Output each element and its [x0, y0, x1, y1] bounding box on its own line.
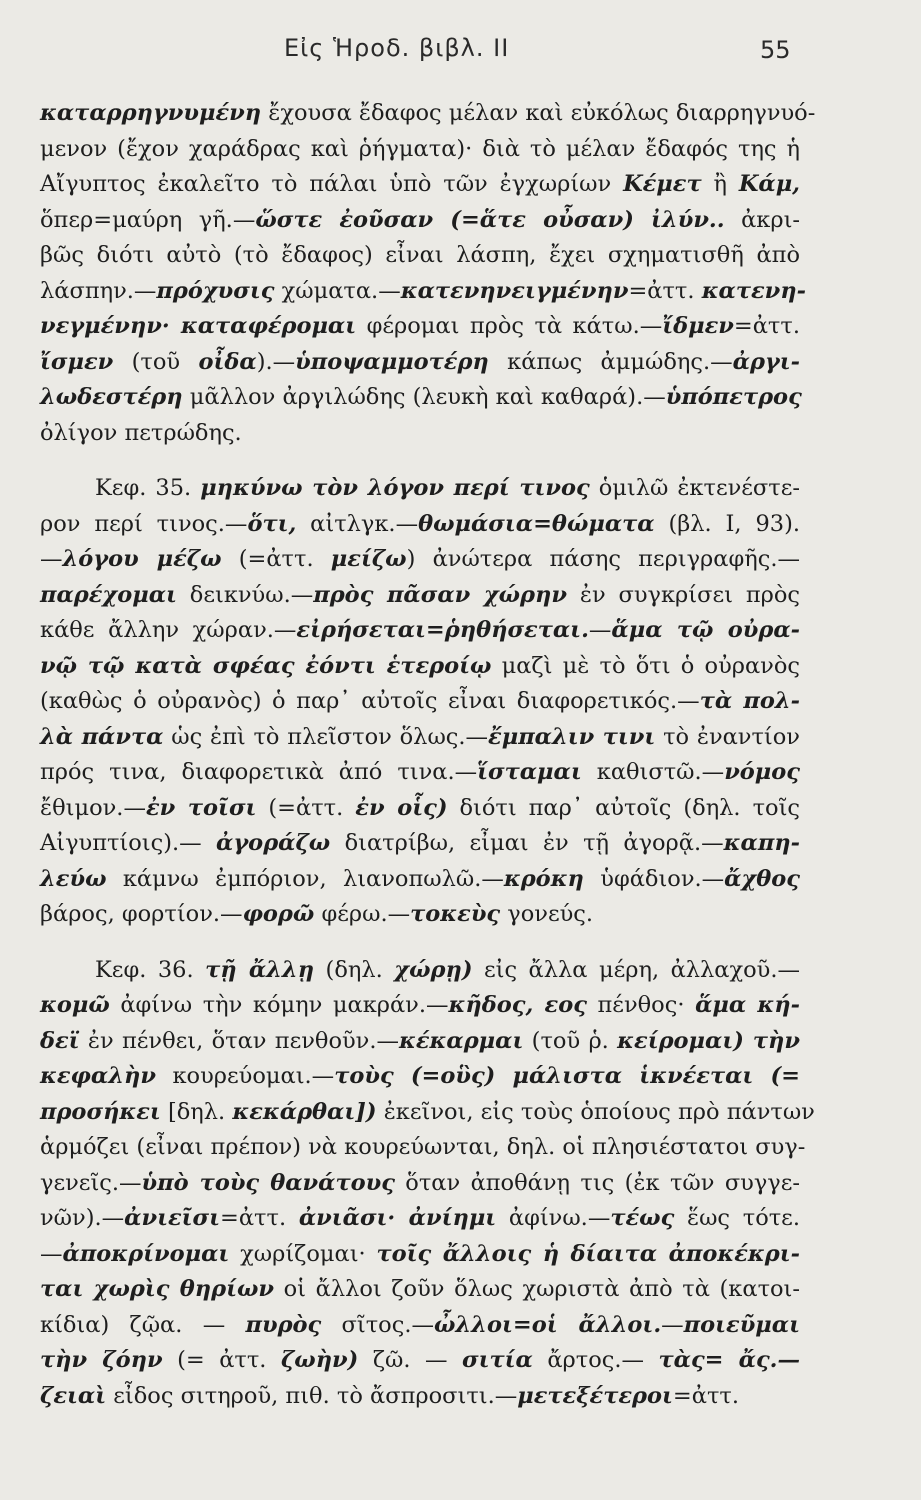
- lemma-term: κομῶ: [40, 992, 110, 1018]
- text-line: [40, 416, 800, 452]
- gloss-text: ἐν συγκρίσει πρὸς: [566, 581, 800, 608]
- lemma-term: προσήκει: [40, 1098, 161, 1125]
- lemma-term: πρὸς πᾶσαν χώρην: [313, 581, 567, 608]
- gloss-text: κάμνω ἐμπόριον, λιανοπωλῶ.—: [106, 865, 504, 892]
- text-line: [40, 309, 800, 345]
- text-line: [40, 1272, 800, 1308]
- text-line: [40, 1130, 806, 1166]
- lemma-term: κέκαρμαι: [399, 1027, 524, 1054]
- gloss-text: μενον (ἔχον χαράδρας καὶ ῥήγματα)· διὰ τὸ μέλαν ἔδαφός της ἡ: [40, 135, 800, 162]
- gloss-text: κίδια) ζῷα. —: [40, 1311, 246, 1338]
- lemma-term: χώρῃ): [394, 956, 473, 983]
- gloss-text: Αἴγυπτος ἐκαλεῖτο τὸ πάλαι ὑπὸ τῶν ἐγχωρίων: [40, 171, 624, 197]
- lemma-term: εἰρήσεται=ῥηθήσεται.: [296, 617, 589, 643]
- gloss-text: ἕως τότε.: [674, 1205, 800, 1231]
- lemma-term: ἴσμεν: [40, 348, 114, 375]
- gloss-text: ἀφίνω.—: [496, 1205, 611, 1231]
- gloss-text: =ἀττ.: [733, 313, 800, 339]
- lemma-term: λὰ πάντα: [40, 723, 164, 750]
- lemma-term: τέως: [610, 1205, 675, 1231]
- lemma-term: μετεξέτεροι: [517, 1382, 673, 1409]
- lemma-term: ὑποψαμμοτέρη: [295, 348, 489, 375]
- text-line: [40, 1095, 815, 1131]
- gloss-text: κουρεύομαι.—: [155, 1063, 335, 1089]
- running-title: Εἰς Ἡροδ. βιβλ. ΙΙ: [284, 34, 510, 62]
- text-line: [40, 1166, 800, 1202]
- lemma-term: ται χωρὶς θηρίων: [40, 1276, 274, 1302]
- paragraph: [40, 471, 800, 933]
- gloss-text: αἰτλγκ.—: [296, 510, 419, 537]
- gloss-text: ἀφίνω τὴν κόμην μακράν.—: [109, 992, 449, 1018]
- gloss-text: ὡς ἐπὶ τὸ πλεῖστον ὅλως.—: [163, 723, 489, 750]
- lemma-term: μείζω: [330, 546, 407, 572]
- gloss-text: =ἀττ.: [628, 277, 702, 304]
- lemma-term: λόγου μέζω: [62, 546, 222, 572]
- gloss-text: ὁμιλῶ ἐκτενέστε-: [589, 475, 800, 501]
- lemma-term: ὦλλοι=οἱ ἄλλοι.: [433, 1311, 662, 1338]
- text-line: [40, 1308, 800, 1344]
- lemma-term: ζωὴν): [280, 1347, 359, 1373]
- lemma-term: ἅμα τῷ οὐρα-: [611, 617, 801, 643]
- gloss-text: ὀλίγον πετρώδης.: [40, 419, 242, 446]
- gloss-text: ἔθιμον.—: [40, 794, 146, 821]
- text-line: [40, 507, 800, 543]
- gloss-text: πρός τινα, διαφορετικὰ ἀπό τινα.—: [40, 759, 478, 785]
- gloss-text: ὑφάδιον.—: [583, 865, 725, 892]
- lemma-term: ἀνιεῖσι: [124, 1205, 220, 1231]
- lemma-term: ἴδμεν: [662, 313, 734, 339]
- text-line: [40, 1237, 800, 1273]
- text-line: [40, 1059, 800, 1095]
- gloss-text: εἰς ἄλλα μέρη, ἀλλαχοῦ.—: [472, 956, 801, 983]
- gloss-text: ) ἀνώτερα πάσης περιγραφῆς.—: [406, 546, 800, 572]
- gloss-text: (τοῦ: [113, 348, 199, 375]
- paragraph: [40, 953, 815, 1415]
- gloss-text: —: [40, 1240, 63, 1267]
- lemma-term: ἅμα κή-: [695, 992, 800, 1018]
- gloss-text: τὸ ἐναντίον: [655, 723, 800, 750]
- lemma-term: Κάμ,: [738, 171, 800, 197]
- text-line: [40, 1343, 800, 1379]
- lemma-term: κεφαλὴν: [40, 1063, 156, 1089]
- lemma-term: καπη-: [723, 830, 800, 856]
- lemma-term: τῇ ἄλλῃ: [205, 956, 315, 983]
- text-line: [40, 613, 800, 649]
- lemma-term: φορῶ: [242, 901, 315, 927]
- lemma-term: τοὺς (=οὓς) μάλιστα ἱκνέεται (=: [334, 1063, 800, 1089]
- text-line: [40, 132, 800, 168]
- gloss-text: Κεφ. 35.: [95, 475, 201, 501]
- gloss-text: ἀκρι-: [724, 206, 800, 233]
- text-line: [40, 471, 800, 507]
- gloss-text: ἐκεῖνοι, εἰς τοὺς ὁποίους πρὸ πάντων: [376, 1098, 815, 1125]
- lemma-term: σιτία: [462, 1347, 533, 1373]
- lemma-term: τὴν ζόην: [40, 1347, 163, 1373]
- lemma-term: κατενηνειγμένην: [400, 277, 629, 304]
- gloss-text: βῶς διότι αὐτὸ (τὸ ἔδαφος) εἶναι λάσπη, ἔχει σχηματισθῆ ἀπὸ: [40, 242, 800, 268]
- lemma-term: πυρὸς: [245, 1311, 322, 1338]
- lemma-term: κῆδος, εος: [448, 992, 587, 1018]
- text-line: [40, 953, 800, 989]
- gloss-text: φέρομαι πρὸς τὰ κάτω.—: [356, 313, 663, 339]
- lemma-term: ἐν οἷς): [355, 794, 448, 821]
- gloss-text: βάρος, φορτίον.—: [40, 901, 243, 927]
- gloss-text: (βλ. Ι, 93).: [654, 510, 801, 537]
- gloss-text: (καθὼς ὁ οὐρανὸς) ὁ παρ᾽ αὐτοῖς εἶναι διαφορετικός.—: [40, 688, 700, 714]
- lemma-term: κρόκη: [503, 865, 584, 892]
- lemma-term: ποιεῦμαι: [683, 1311, 800, 1338]
- gloss-text: ἄρτος.—: [532, 1347, 659, 1373]
- lemma-term: ὑπὸ τοὺς θανάτους: [141, 1169, 395, 1196]
- lemma-term: νῷ τῷ κατὰ σφέας ἐόντι ἑτεροίῳ: [40, 652, 492, 679]
- text-line: [40, 578, 800, 614]
- gloss-text: [δηλ.: [160, 1098, 233, 1125]
- gloss-text: νῶν).—: [40, 1205, 125, 1231]
- lemma-term: πρόχυσις: [156, 277, 275, 304]
- gloss-text: ρον περί τινος.—: [40, 510, 248, 537]
- gloss-text: σῖτος.—: [321, 1311, 434, 1338]
- lemma-term: νόμος: [724, 759, 800, 785]
- lemma-term: λωδεστέρη: [40, 384, 183, 410]
- page-number: 55: [760, 36, 791, 64]
- gloss-text: (=ἀττ.: [256, 794, 356, 821]
- lemma-term: ἐν τοῖσι: [145, 794, 257, 821]
- lemma-term: παρέχομαι: [40, 581, 177, 608]
- lemma-term: ἔμπαλιν τινι: [488, 723, 656, 750]
- lemma-term: οἶδα: [198, 348, 257, 375]
- text-line: [40, 755, 800, 791]
- gloss-text: =ἀττ.: [220, 1205, 299, 1231]
- gloss-text: —: [588, 617, 612, 643]
- gloss-text: ὅπερ=μαύρη γῆ.—: [40, 206, 256, 233]
- text-line: [40, 1379, 800, 1415]
- gloss-text: (τοῦ ῥ.: [523, 1027, 618, 1054]
- text-line: [40, 649, 800, 685]
- gloss-text: Αἰγυπτίοις).—: [40, 830, 217, 856]
- lemma-term: ὅτι,: [247, 510, 297, 537]
- lemma-term: νεγμένην· καταφέρομαι: [40, 313, 357, 339]
- gloss-text: δεικνύω.—: [176, 581, 314, 608]
- text-line: [40, 720, 800, 756]
- gloss-text: καθιστῶ.—: [581, 759, 725, 785]
- gloss-text: ἁρμόζει (εἶναι πρέπον) νὰ κουρεύωνται, δηλ. οἱ πλησιέστατοι συγ-: [40, 1134, 806, 1160]
- text-line: [40, 791, 800, 827]
- lemma-term: τὰ πολ-: [699, 688, 800, 714]
- text-line: [40, 274, 806, 310]
- lemma-term: κείρομαι) τὴν: [617, 1027, 800, 1054]
- lemma-term: κατενη-: [701, 277, 806, 304]
- gloss-text: διότι παρ᾽ αὐτοῖς (δηλ. τοῖς: [447, 794, 800, 821]
- gloss-text: —: [40, 546, 63, 572]
- gloss-text: ἔχουσα ἔδαφος μέλαν καὶ εὐκόλως διαρρηγνυό-: [261, 100, 816, 126]
- lemma-term: ἀποκρίνομαι: [62, 1240, 230, 1267]
- gloss-text: γονεύς.: [500, 901, 594, 927]
- lemma-term: ὥστε ἐοῦσαν (=ἅτε οὖσαν) ἰλύν..: [255, 206, 725, 233]
- text-line: [40, 238, 800, 274]
- gloss-text: κάπως ἀμμώδης.—: [488, 348, 733, 375]
- text-line: [40, 203, 800, 239]
- lemma-term: τοκεὺς: [410, 901, 501, 927]
- lemma-term: ἀργι-: [732, 348, 800, 375]
- lemma-term: καταρρηγνυμένη: [40, 100, 262, 126]
- body-text: [40, 96, 816, 1414]
- text-line: [40, 96, 816, 132]
- gloss-text: —: [661, 1311, 684, 1338]
- gloss-text: οἱ ἄλλοι ζοῦν ὅλως χωριστὰ ἀπὸ τὰ (κατοι-: [274, 1276, 800, 1302]
- text-line: [40, 1201, 800, 1237]
- lemma-term: κεκάρθαι]): [232, 1098, 377, 1125]
- gloss-text: =ἀττ.: [672, 1382, 740, 1409]
- gloss-text: (δηλ.: [314, 956, 395, 983]
- text-line: [40, 542, 800, 578]
- gloss-text: εἶδος σιτηροῦ, πιθ. τὸ ἄσπροσιτι.—: [106, 1382, 518, 1409]
- lemma-term: ἄχθος: [724, 865, 800, 892]
- lemma-term: λεύω: [40, 865, 107, 892]
- lemma-term: μηκύνω τὸν λόγον περί τινος: [200, 475, 590, 501]
- text-line: [40, 826, 800, 862]
- lemma-term: ἀνιᾶσι· ἀνίημι: [298, 1205, 497, 1231]
- paragraph: [40, 96, 816, 451]
- text-line: [40, 862, 800, 898]
- gloss-text: (= ἀττ.: [162, 1347, 281, 1373]
- gloss-text: φέρω.—: [314, 901, 411, 927]
- paragraph-gap: [40, 451, 800, 471]
- lemma-term: ζειαὶ: [40, 1382, 107, 1409]
- lemma-term: ἀγοράζω: [216, 830, 331, 856]
- gloss-text: λάσπην.—: [40, 277, 157, 304]
- gloss-text: ζῶ. —: [358, 1347, 462, 1373]
- gloss-text: ἢ: [701, 171, 739, 197]
- gloss-text: χωρίζομαι·: [229, 1240, 377, 1267]
- gloss-text: διατρίβω, εἶμαι ἐν τῇ ἀγορᾷ.—: [330, 830, 724, 856]
- lemma-term: Κέμετ: [623, 171, 702, 197]
- gloss-text: μᾶλλον ἀργιλώδης (λευκὴ καὶ καθαρά).—: [182, 384, 666, 410]
- paragraph-gap: [40, 933, 800, 953]
- gloss-text: ἐν πένθει, ὅταν πενθοῦν.—: [79, 1027, 399, 1054]
- gloss-text: γενεῖς.—: [40, 1169, 142, 1196]
- text-line: [40, 167, 800, 203]
- lemma-term: δεϊ: [40, 1027, 80, 1054]
- text-line: [40, 1024, 800, 1060]
- gloss-text: μαζὶ μὲ τὸ ὅτι ὁ οὐρανὸς: [491, 652, 800, 679]
- gloss-text: χώματα.—: [274, 277, 401, 304]
- gloss-text: κάθε ἄλλην χώραν.—: [40, 617, 297, 643]
- text-line: [40, 988, 800, 1024]
- text-line: [40, 684, 800, 720]
- lemma-term: ἵσταμαι: [477, 759, 582, 785]
- lemma-term: ὑπόπετρος: [665, 384, 802, 410]
- gloss-text: ).—: [256, 348, 296, 375]
- text-line: [40, 897, 800, 933]
- text-line: [40, 345, 800, 381]
- lemma-term: τοῖς ἄλλοις ἡ δίαιτα ἀποκέκρι-: [376, 1240, 800, 1267]
- gloss-text: πένθος·: [586, 992, 696, 1018]
- gloss-text: (=ἀττ.: [221, 546, 331, 572]
- gloss-text: ὅταν ἀποθάνῃ τις (ἐκ τῶν συγγε-: [394, 1169, 801, 1196]
- page-header: [0, 34, 921, 74]
- text-line: [40, 380, 800, 416]
- gloss-text: Κεφ. 36.: [95, 956, 206, 983]
- lemma-term: τὰς= ἄς.—: [658, 1347, 801, 1373]
- lemma-term: θωμάσια=θώματα: [418, 510, 655, 537]
